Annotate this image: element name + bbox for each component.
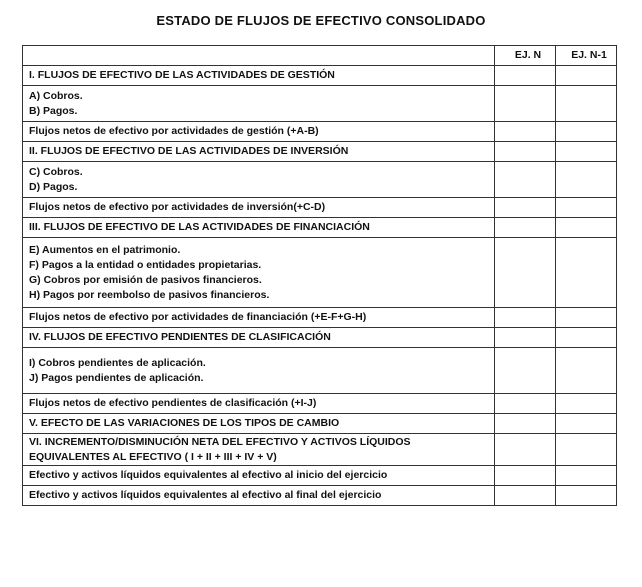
value-cell-year-n[interactable] — [495, 394, 556, 414]
table-row — [23, 328, 617, 348]
value-cell-year-n[interactable] — [495, 308, 556, 328]
row-label-line: J) Pagos pendientes de aplicación. — [29, 371, 204, 384]
value-cell-year-n-1[interactable] — [556, 328, 617, 348]
value-cell-year-n[interactable] — [495, 142, 556, 162]
row-label-line: C) Cobros. — [29, 165, 83, 178]
value-cell-year-n[interactable] — [495, 348, 556, 394]
value-cell-year-n-1[interactable] — [556, 122, 617, 142]
row-label — [23, 348, 495, 394]
value-cell-year-n-1[interactable] — [556, 394, 617, 414]
table-row — [23, 486, 617, 506]
table-row — [23, 122, 617, 142]
table-row — [23, 466, 617, 486]
row-label-line: VI. INCREMENTO/DISMINUCIÓN NETA DEL EFECTIVO Y ACTIVOS LÍQUIDOS — [29, 435, 411, 448]
value-cell-year-n[interactable] — [495, 414, 556, 434]
row-label-line: H) Pagos por reembolso de pasivos financieros. — [29, 288, 270, 301]
value-cell-year-n[interactable] — [495, 66, 556, 86]
row-label — [23, 238, 495, 308]
table-row — [23, 414, 617, 434]
row-label-line: Flujos netos de efectivo por actividades de gestión (+A-B) — [29, 125, 319, 137]
value-cell-year-n-1[interactable] — [556, 218, 617, 238]
value-cell-year-n[interactable] — [495, 218, 556, 238]
row-label — [23, 414, 495, 434]
value-cell-year-n[interactable] — [495, 162, 556, 198]
row-label-line: A) Cobros. — [29, 89, 83, 102]
row-label-line: Efectivo y activos líquidos equivalentes al efectivo al final del ejercicio — [29, 489, 382, 501]
value-cell-year-n-1[interactable] — [556, 308, 617, 328]
table-row — [23, 86, 617, 122]
value-cell-year-n-1[interactable] — [556, 198, 617, 218]
header-year-n-1: EJ. N-1 — [556, 46, 617, 66]
row-label-line: I. FLUJOS DE EFECTIVO DE LAS ACTIVIDADES DE GESTIÓN — [29, 69, 335, 81]
table-row — [23, 238, 617, 308]
value-cell-year-n[interactable] — [495, 434, 556, 466]
value-cell-year-n-1[interactable] — [556, 142, 617, 162]
table-row — [23, 142, 617, 162]
row-label — [23, 466, 495, 486]
row-label — [23, 142, 495, 162]
row-label-line: II. FLUJOS DE EFECTIVO DE LAS ACTIVIDADES DE INVERSIÓN — [29, 145, 349, 157]
value-cell-year-n-1[interactable] — [556, 238, 617, 308]
row-label — [23, 486, 495, 506]
row-label — [23, 394, 495, 414]
row-label-line: IV. FLUJOS DE EFECTIVO PENDIENTES DE CLASIFICACIÓN — [29, 331, 331, 343]
row-label-line: Flujos netos de efectivo por actividades de financiación (+E-F+G-H) — [29, 311, 367, 323]
value-cell-year-n-1[interactable] — [556, 486, 617, 506]
value-cell-year-n[interactable] — [495, 486, 556, 506]
value-cell-year-n-1[interactable] — [556, 86, 617, 122]
row-label-line: Efectivo y activos líquidos equivalentes al efectivo al inicio del ejercicio — [29, 469, 388, 481]
row-label — [23, 198, 495, 218]
cash-flow-table — [22, 45, 617, 506]
row-label — [23, 86, 495, 122]
table-row — [23, 66, 617, 86]
row-label — [23, 122, 495, 142]
table-row — [23, 348, 617, 394]
row-label — [23, 308, 495, 328]
document-title: ESTADO DE FLUJOS DE EFECTIVO CONSOLIDADO — [156, 13, 486, 28]
value-cell-year-n-1[interactable] — [556, 414, 617, 434]
row-label — [23, 434, 495, 466]
table-row — [23, 218, 617, 238]
row-label — [23, 162, 495, 198]
value-cell-year-n[interactable] — [495, 466, 556, 486]
row-label-line: I) Cobros pendientes de aplicación. — [29, 356, 206, 369]
value-cell-year-n[interactable] — [495, 328, 556, 348]
value-cell-year-n[interactable] — [495, 86, 556, 122]
row-label-line: V. EFECTO DE LAS VARIACIONES DE LOS TIPOS DE CAMBIO — [29, 417, 340, 429]
value-cell-year-n-1[interactable] — [556, 66, 617, 86]
value-cell-year-n-1[interactable] — [556, 466, 617, 486]
row-label-line: D) Pagos. — [29, 180, 78, 193]
table-row — [23, 198, 617, 218]
row-label — [23, 66, 495, 86]
table-row — [23, 308, 617, 328]
row-label-line: B) Pagos. — [29, 104, 78, 117]
row-label-line: Flujos netos de efectivo por actividades de inversión(+C-D) — [29, 201, 326, 213]
row-label-line: E) Aumentos en el patrimonio. — [29, 243, 181, 256]
row-label-line: F) Pagos a la entidad o entidades propietarias. — [29, 258, 262, 271]
header-row — [23, 46, 617, 66]
value-cell-year-n-1[interactable] — [556, 348, 617, 394]
value-cell-year-n[interactable] — [495, 198, 556, 218]
header-concept — [23, 46, 495, 66]
table-row — [23, 394, 617, 414]
table-row — [23, 434, 617, 466]
value-cell-year-n-1[interactable] — [556, 162, 617, 198]
row-label-line: EQUIVALENTES AL EFECTIVO ( I + II + III + IV + V) — [29, 450, 277, 463]
header-year-n: EJ. N — [495, 46, 556, 66]
table-row — [23, 162, 617, 198]
row-label-line: G) Cobros por emisión de pasivos financieros. — [29, 273, 262, 286]
value-cell-year-n-1[interactable] — [556, 434, 617, 466]
row-label-line: Flujos netos de efectivo pendientes de clasificación (+I-J) — [29, 397, 317, 409]
row-label — [23, 328, 495, 348]
value-cell-year-n[interactable] — [495, 238, 556, 308]
row-label-line: III. FLUJOS DE EFECTIVO DE LAS ACTIVIDADES DE FINANCIACIÓN — [29, 221, 370, 233]
row-label — [23, 218, 495, 238]
value-cell-year-n[interactable] — [495, 122, 556, 142]
